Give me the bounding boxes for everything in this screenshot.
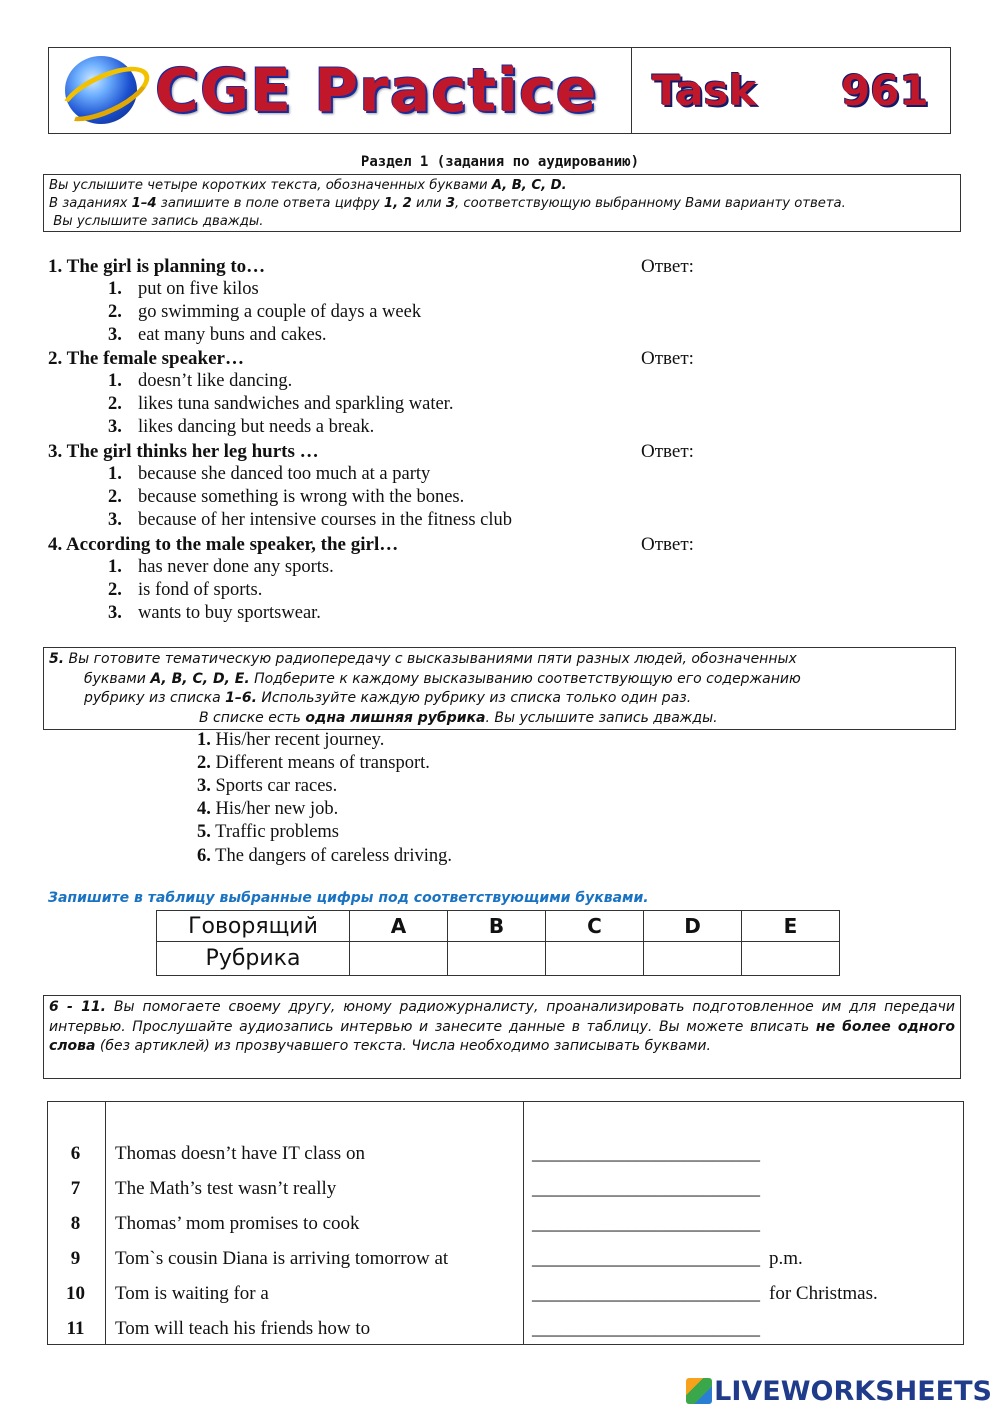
rubric-item: 2. Different means of transport. <box>197 753 430 773</box>
answer-blank[interactable]: ________________________ <box>532 1318 760 1339</box>
rubric-item: 5. Traffic problems <box>197 822 340 842</box>
liveworksheets-logo-icon <box>686 1378 712 1404</box>
speaker-rubric-table <box>156 910 840 976</box>
header-banner <box>48 47 951 134</box>
answer-label: Ответ: <box>641 256 694 277</box>
answer-label: Ответ: <box>641 441 694 462</box>
intro-instructions: Вы услышите четыре коротких текста, обозначенных буквами A, B, C, D. В заданиях 1–4 запишите в поле ответа цифру 1, 2 или 3, соответствующую выбранному Вами варианту ответа. Вы услышите запись дважды. <box>43 174 961 232</box>
rubric-answer-cell[interactable] <box>644 942 742 976</box>
interview-rows <box>47 1136 964 1346</box>
question-4-option[interactable]: 3. wants to buy sportswear. <box>108 603 321 623</box>
task5-instructions: 5. Вы готовите тематическую радиопередачу с высказываниями пяти разных людей, обозначенных буквами A, B, C, D, E. Подберите к каждому высказыванию соответствующую его содержанию рубрику из списка 1–6. Используйте каждую рубрику из списка только один раз. В списке есть одна лишняя рубрика. Вы услышите запись дважды. <box>43 647 956 730</box>
interview-row: 7 The Math’s test wasn’t really ________________________ <box>47 1171 964 1206</box>
answer-blank[interactable]: ________________________ <box>532 1213 760 1234</box>
rubric-answer-cell[interactable] <box>350 942 448 976</box>
question-1-title: 1. The girl is planning to… <box>48 256 266 277</box>
answer-label: Ответ: <box>641 534 694 555</box>
question-1-option[interactable]: 3. eat many buns and cakes. <box>108 325 327 345</box>
globe-logo-icon <box>65 56 137 124</box>
rubric-answer-cell[interactable] <box>448 942 546 976</box>
question-2-option[interactable]: 2. likes tuna sandwiches and sparkling water. <box>108 394 454 414</box>
question-1-option[interactable]: 2. go swimming a couple of days a week <box>108 302 422 322</box>
question-4-title: 4. According to the male speaker, the girl… <box>48 534 399 555</box>
answer-blank[interactable]: ________________________ <box>532 1248 760 1269</box>
question-4-option[interactable]: 2. is fond of sports. <box>108 580 263 600</box>
question-3-option[interactable]: 3. because of her intensive courses in the fitness club <box>108 510 512 530</box>
question-2-option[interactable]: 1. doesn’t like dancing. <box>108 371 293 391</box>
speaker-letter: A <box>350 911 448 942</box>
rubric-answer-cell[interactable] <box>546 942 644 976</box>
rubric-item: 1. His/her recent journey. <box>197 730 385 750</box>
question-2-option[interactable]: 3. likes dancing but needs a break. <box>108 417 375 437</box>
logo-text: CGE Practice <box>155 56 598 126</box>
answer-label: Ответ: <box>641 348 694 369</box>
question-3-title: 3. The girl thinks her leg hurts … <box>48 441 319 462</box>
speaker-letter: C <box>546 911 644 942</box>
speaker-letter: E <box>742 911 840 942</box>
rubric-answer-cell[interactable] <box>742 942 840 976</box>
speaker-letter: D <box>644 911 742 942</box>
task6-instructions: 6 - 11. Вы помогаете своему другу, юному радиожурналисту, проанализировать подготовленное им для передачи интервью. Прослушайте аудиозапись интервью и занесите данные в таблицу. Вы можете вписать не более одного слова (без артиклей) из прозвучавшего текста. Числа необходимо записывать буквами. <box>43 995 961 1079</box>
liveworksheets-watermark: LIVEWORKSHEETS <box>686 1376 992 1407</box>
rubric-item: 4. His/her new job. <box>197 799 339 819</box>
question-2-title: 2. The female speaker… <box>48 348 244 369</box>
speaker-letter: B <box>448 911 546 942</box>
task-number: 961 <box>841 66 929 115</box>
interview-row: 6 Thomas doesn’t have IT class on ________________________ <box>47 1136 964 1171</box>
answer-blank[interactable]: ________________________ <box>532 1178 760 1199</box>
task-label: Task <box>652 66 757 115</box>
question-3-option[interactable]: 1. because she danced too much at a party <box>108 464 431 484</box>
answer-blank[interactable]: ________________________ <box>532 1143 760 1164</box>
table-instruction: Запишите в таблицу выбранные цифры под соответствующими буквами. <box>48 890 649 906</box>
question-3-option[interactable]: 2. because something is wrong with the bones. <box>108 487 465 507</box>
section-title: Раздел 1 (задания по аудированию) <box>360 154 640 170</box>
rubric-row-label: Рубрика <box>157 942 350 976</box>
rubric-item: 3. Sports car races. <box>197 776 338 796</box>
rubric-item: 6. The dangers of careless driving. <box>197 846 452 866</box>
question-4-option[interactable]: 1. has never done any sports. <box>108 557 334 577</box>
interview-row: 10 Tom is waiting for a ________________________ for Christmas. <box>47 1276 964 1311</box>
interview-row: 11 Tom will teach his friends how to ________________________ <box>47 1311 964 1346</box>
interview-row: 9 Tom`s cousin Diana is arriving tomorrow at ________________________ p.m. <box>47 1241 964 1276</box>
interview-row: 8 Thomas’ mom promises to cook ________________________ <box>47 1206 964 1241</box>
speaker-row-label: Говорящий <box>157 911 350 942</box>
answer-blank[interactable]: ________________________ <box>532 1283 760 1304</box>
question-1-option[interactable]: 1. put on five kilos <box>108 279 259 299</box>
